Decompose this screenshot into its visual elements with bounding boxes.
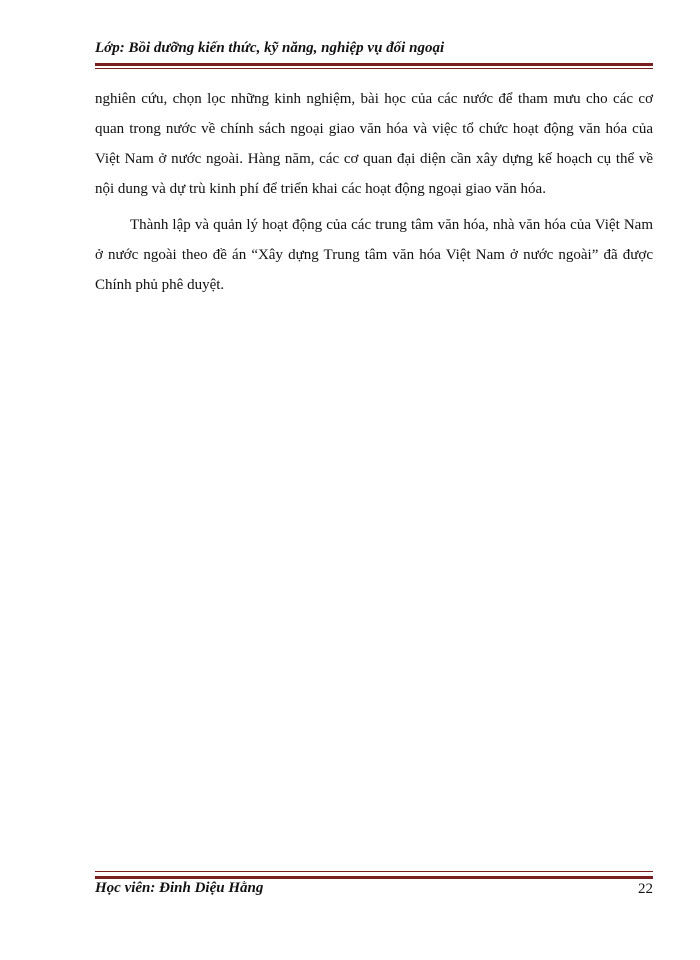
document-body xyxy=(95,84,653,306)
header-title: Lớp: Bồi dưỡng kiến thức, kỹ năng, nghiệp vụ đối ngoại xyxy=(95,40,445,56)
footer-rule-thin xyxy=(95,871,653,872)
footer-rule-thick xyxy=(95,876,653,879)
header-rule-thin xyxy=(95,68,653,69)
page-number: 22 xyxy=(638,881,653,897)
header-rule-thick xyxy=(95,63,653,66)
footer-author: Học viên: Đinh Diệu Hằng xyxy=(95,880,264,896)
body-paragraph-1: nghiên cứu, chọn lọc những kinh nghiệm, bài học của các nước để tham mưu cho các cơ quan trong nước về chính sách ngoại giao văn hóa và việc tổ chức hoạt động văn hóa của Việt Nam ở nước ngoài. Hàng năm, các cơ quan đại diện cần xây dựng kế hoạch cụ thể về nội dung và dự trù kinh phí để triển khai các hoạt động ngoại giao văn hóa. xyxy=(95,91,653,197)
body-paragraph-2: Thành lập và quản lý hoạt động của các trung tâm văn hóa, nhà văn hóa của Việt Nam ở nước ngoài theo đề án “Xây dựng Trung tâm văn hóa Việt Nam ở nước ngoài” đã được Chính phủ phê duyệt. xyxy=(95,217,653,293)
